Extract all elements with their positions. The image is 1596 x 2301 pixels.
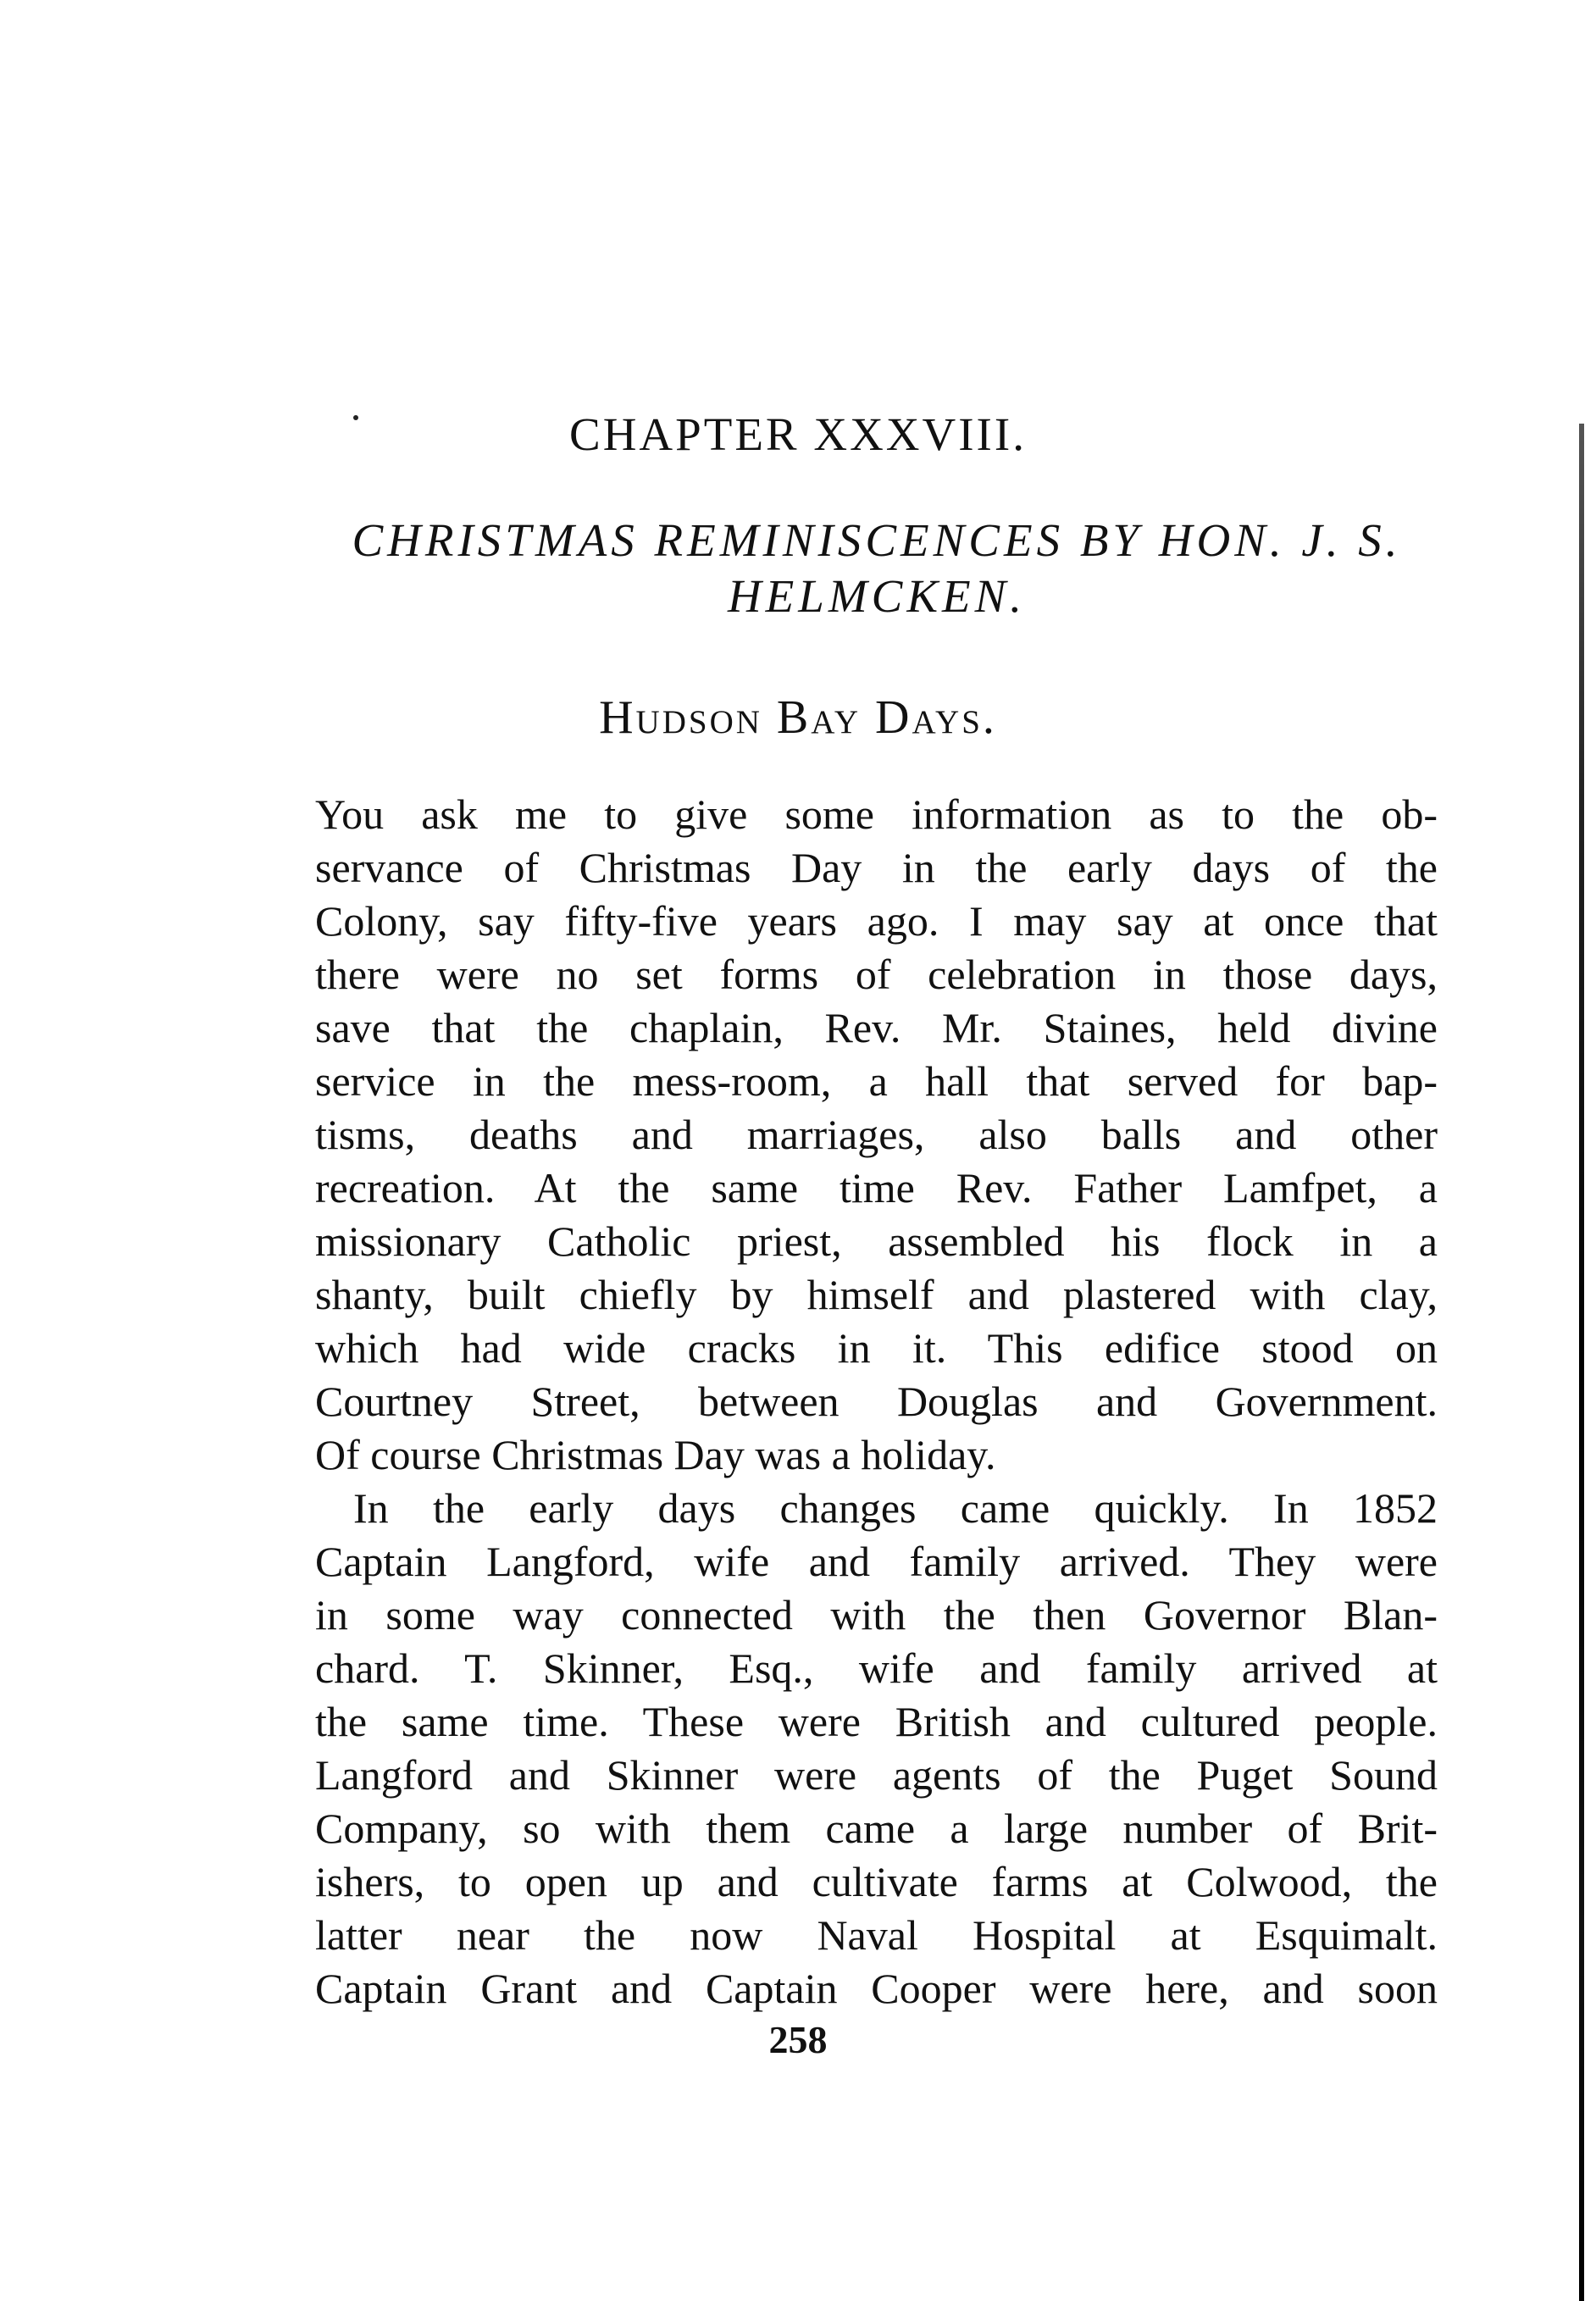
text-line: there were no set forms of celebration in those days,: [315, 951, 1438, 998]
text-line: You ask me to give some information as to the ob-: [315, 790, 1438, 838]
text-line: the same time. These were British and cultured people.: [315, 1698, 1438, 1745]
page-number: 258: [768, 2018, 828, 2061]
text-line: shanty, built chiefly by himself and plastered with clay,: [315, 1271, 1438, 1318]
text-line: ishers, to open up and cultivate farms at Colwood, the: [315, 1858, 1438, 1905]
text-line: Colony, say fifty-five years ago. I may say at once that: [315, 897, 1438, 945]
text-line: Of course Christmas Day was a holiday.: [315, 1431, 996, 1478]
text-line: latter near the now Naval Hospital at Esquimalt.: [315, 1911, 1438, 1959]
text-line: Company, so with them came a large number of Brit-: [315, 1805, 1438, 1852]
text-line: Captain Grant and Captain Cooper were here, and soon: [315, 1965, 1438, 2012]
text-line: tisms, deaths and marriages, also balls and other: [315, 1111, 1438, 1158]
text-line: missionary Catholic priest, assembled his flock in a: [315, 1217, 1438, 1265]
chapter-subtitle: CHRISTMAS REMINISCENCES BY HON. J. S. HELMCKEN.: [352, 514, 1402, 622]
body-text: [315, 788, 1438, 2015]
text-line: Captain Langford, wife and family arrived. They were: [315, 1538, 1438, 1585]
text-line: save that the chaplain, Rev. Mr. Staines, held divine: [315, 1004, 1438, 1051]
section-heading: Hudson Bay Days.: [599, 691, 997, 744]
text-line: which had wide cracks in it. This edifice stood on: [315, 1324, 1438, 1372]
text-line: In the early days changes came quickly. In 1852: [353, 1484, 1438, 1532]
text-line: chard. T. Skinner, Esq., wife and family arrived at: [315, 1644, 1438, 1692]
binding-edge: [1579, 424, 1584, 2301]
text-line: service in the mess-room, a hall that served for bap-: [315, 1057, 1438, 1105]
text-line: Courtney Street, between Douglas and Government.: [315, 1378, 1438, 1425]
text-line: recreation. At the same time Rev. Father Lamfpet, a: [315, 1164, 1438, 1211]
text-line: in some way connected with the then Governor Blan-: [315, 1591, 1438, 1638]
text-line: Langford and Skinner were agents of the Puget Sound: [315, 1751, 1438, 1799]
chapter-heading: CHAPTER XXXVIII.: [569, 408, 1027, 460]
text-line: servance of Christmas Day in the early days of the: [315, 844, 1438, 891]
